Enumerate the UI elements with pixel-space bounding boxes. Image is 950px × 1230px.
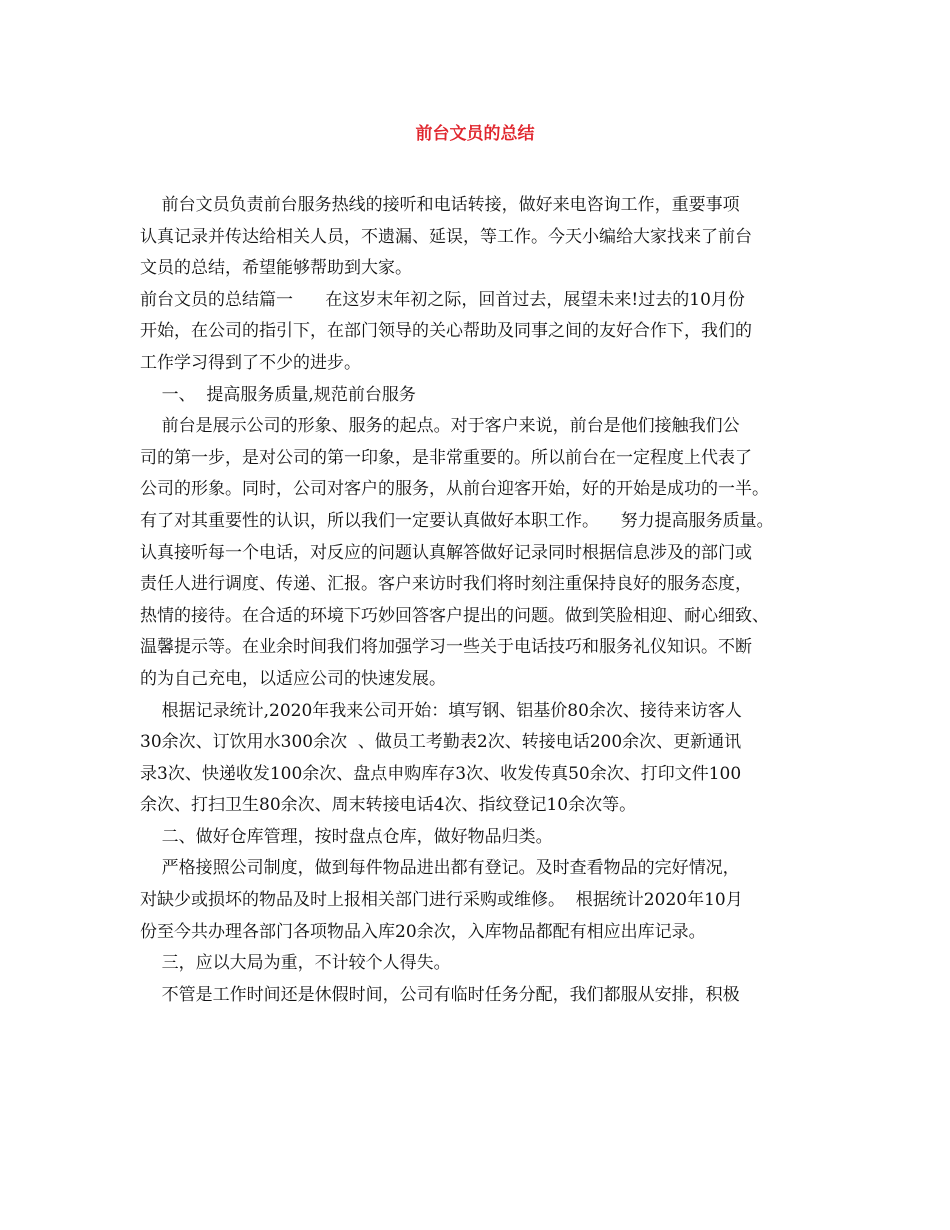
text-line: 前台是展示公司的形象、服务的起点。对于客户来说，前台是他们接触我们公: [140, 416, 740, 437]
text-line: 责任人进行调度、传递、汇报。客户来访时我们将时刻注重保持良好的服务态度，: [140, 574, 752, 595]
text-line: 公司的形象。同时，公司对客户的服务，从前台迎客开始，好的开始是成功的一半。: [140, 479, 769, 500]
text-line: 热情的接待。在合适的环境下巧妙回答客户提出的问题。做到笑脸相迎、耐心细致、: [140, 605, 769, 626]
text-line: 录3次、快递收发100余次、盘点申购库存3次、收发传真50余次、打印文件100: [140, 763, 742, 784]
text-line: 严格接照公司制度，做到每件物品进出都有登记。及时查看物品的完好情况，: [140, 858, 740, 879]
text-line: 前台文员的总结篇一 在这岁末年初之际，回首过去，展望未来!过去的10月份: [140, 289, 745, 310]
text-line: 余次、打扫卫生80余次、周末转接电话4次、指纹登记10余次等。: [140, 795, 637, 816]
text-line: 二、做好仓库管理，按时盘点仓库，做好物品归类。: [140, 826, 553, 847]
text-line: 的为自己充电，以适应公司的快速发展。: [140, 668, 446, 689]
text-line: 三，应以大局为重，不计较个人得失。: [140, 953, 451, 974]
text-line: 认真记录并传达给相关人员，不遗漏、延误，等工作。今天小编给大家找来了前台: [140, 226, 752, 247]
text-line: 对缺少或损坏的物品及时上报相关部门进行采购或维修。 根据统计2020年10月: [140, 890, 743, 911]
text-line: 根据记录统计,2020年我来公司开始：填写钢、铝基价80余次、接待来访客人: [140, 700, 742, 721]
text-line: 份至今共办理各部门各项物品入库20余次，入库物品都配有相应出库记录。: [140, 921, 706, 942]
page-title: 前台文员的总结: [415, 124, 535, 144]
text-line: 前台文员负责前台服务热线的接听和电话转接，做好来电咨询工作，重要事项: [140, 195, 740, 215]
text-line: 不管是工作时间还是休假时间，公司有临时任务分配，我们都服从安排，积极: [140, 984, 740, 1005]
text-line: 工作学习得到了不少的进步。: [140, 352, 361, 373]
text-line: 认真接听每一个电话，对反应的问题认真解答做好记录同时根据信息涉及的部门或: [140, 542, 752, 563]
text-line: 一、 提高服务质量,规范前台服务: [140, 384, 416, 405]
text-line: 温馨提示等。在业余时间我们将加强学习一些关于电话技巧和服务礼仪知识。不断: [140, 637, 752, 658]
text-line: 文员的总结，希望能够帮助到大家。: [140, 258, 412, 279]
text-line: 司的第一步，是对公司的第一印象，是非常重要的。所以前台在一定程度上代表了: [140, 447, 752, 468]
text-line: 30余次、订饮用水300余次 、做员工考勤表2次、转接电话200余次、更新通讯: [140, 732, 742, 753]
document-body: [140, 190, 820, 1011]
text-line: 开始，在公司的指引下，在部门领导的关心帮助及同事之间的友好合作下，我们的: [140, 321, 752, 342]
text-line: 有了对其重要性的认识，所以我们一定要认真做好本职工作。 努力提高服务质量。: [140, 510, 774, 531]
